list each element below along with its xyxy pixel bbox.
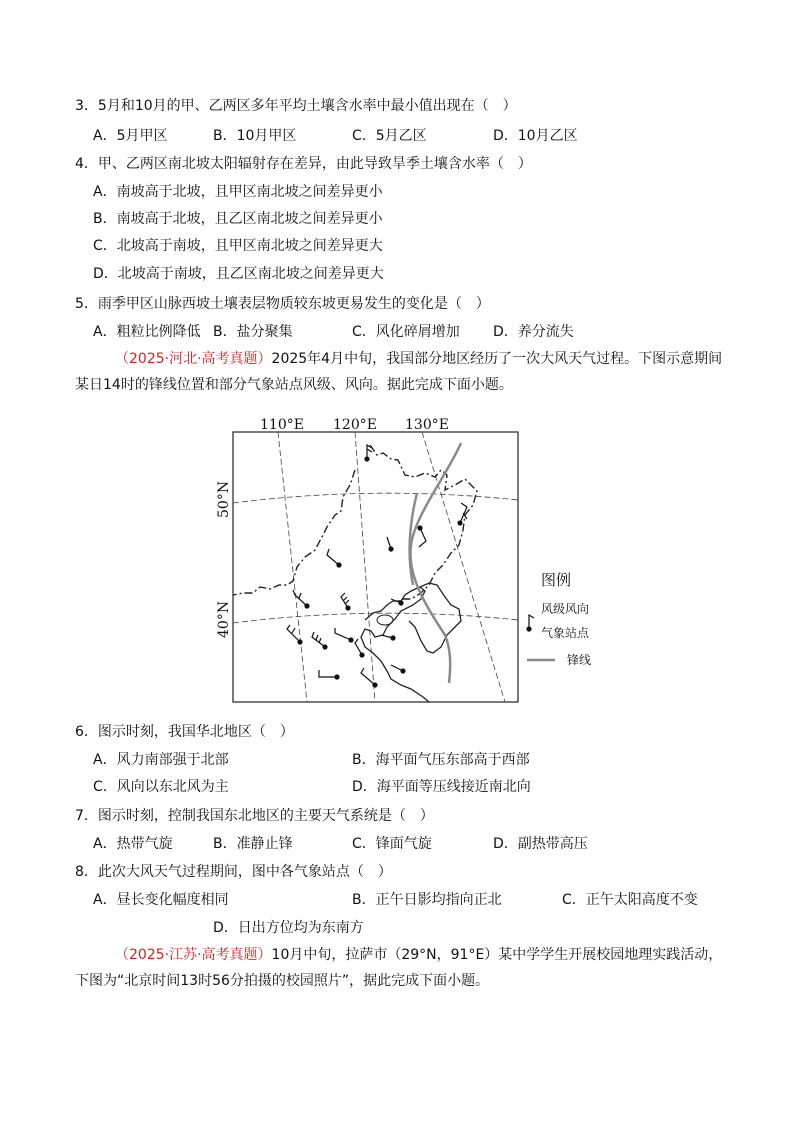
q8-option-c: C．正午太阳高度不变	[562, 892, 698, 908]
passage-2-text: 10月中旬，拉萨市（29°N，91°E）某中学学生开展校园地理实践活动，下图为“北京时间13时56分拍摄的校园照片”，据此完成下面小题。	[75, 947, 723, 989]
lat-label-40: 40°N	[216, 600, 232, 638]
q4-option-c: C．北坡高于南坡，且甲区南北坡之间差异更大	[93, 238, 383, 254]
lon-label-120: 120°E	[333, 417, 377, 433]
weather-station	[293, 590, 309, 608]
front-line-main	[410, 443, 461, 683]
weather-station	[319, 670, 339, 679]
legend-front-label: 锋线	[567, 653, 592, 667]
legend-title: 图例	[541, 571, 572, 589]
q7-option-a: A．热带气旋	[93, 836, 173, 852]
weather-station	[381, 635, 395, 640]
q3-option-b: B．10月甲区	[213, 128, 297, 144]
lat-label-50: 50°N	[216, 480, 232, 518]
passage-1-source: （2025·河北·高考真题）	[115, 351, 272, 367]
question-6-stem: 6．图示时刻，我国华北地区（ ）	[75, 724, 294, 740]
q4-option-b: B．南坡高于北坡，且乙区南北坡之间差异更小	[93, 211, 383, 227]
map-frame	[233, 432, 518, 702]
q4-option-a: A．南坡高于北坡，且甲区南北坡之间差异更小	[93, 184, 383, 200]
q7-option-d: D．副热带高压	[493, 836, 588, 852]
graticule	[233, 432, 518, 702]
q8-option-b: B．正午日影均指向正北	[352, 892, 502, 908]
q5-option-c: C．风化碎屑增加	[352, 324, 460, 340]
legend-wind-label: 风级风向	[541, 602, 590, 616]
question-7-stem: 7．图示时刻，控制我国东北地区的主要天气系统是（ ）	[75, 808, 434, 824]
weather-station	[418, 526, 426, 547]
q5-option-d: D．养分流失	[493, 324, 574, 340]
q6-option-c: C．风向以东北风为主	[93, 779, 229, 795]
q3-option-a: A．5月甲区	[93, 128, 168, 144]
weather-station	[391, 665, 405, 673]
q4-option-d: D．北坡高于南坡，且乙区南北坡之间差异更大	[93, 266, 384, 282]
weather-station	[335, 628, 353, 642]
weather-map	[215, 415, 605, 715]
q5-option-a: A．粗粒比例降低	[93, 324, 201, 340]
weather-station	[327, 549, 341, 567]
q8-option-a: A．昼长变化幅度相同	[93, 892, 229, 908]
question-5-stem: 5．雨季甲区山脉西坡土壤表层物质较东坡更易发生的变化是（ ）	[75, 296, 490, 312]
weather-station	[312, 632, 327, 649]
q6-option-b: B．海平面气压东部高于西部	[352, 752, 530, 768]
q3-option-c: C．5月乙区	[352, 128, 427, 144]
lon-label-130: 130°E	[405, 417, 449, 433]
question-4-stem: 4．甲、乙两区南北坡太阳辐射存在差异，由此导致旱季土壤含水率（ ）	[75, 156, 532, 172]
passage-1	[75, 346, 735, 398]
q3-option-d: D．10月乙区	[493, 128, 578, 144]
weather-station	[365, 445, 372, 461]
passage-1-text: 2025年4月中旬，我国部分地区经历了一次大风天气过程。下图示意期间某日14时的锋线位置和部分气象站点风级、风向。据此完成下面小题。	[75, 351, 723, 393]
lon-label-110: 110°E	[260, 417, 304, 433]
weather-station	[387, 537, 393, 551]
bay-outline	[377, 615, 393, 625]
q6-option-a: A．风力南部强于北部	[93, 752, 229, 768]
q8-option-d: D．日出方位均为东南方	[213, 920, 364, 936]
q6-option-d: D．海平面等压线接近南北向	[352, 779, 531, 795]
legend-station-label: 气象站点	[541, 626, 590, 640]
weather-station	[341, 593, 350, 610]
q7-option-b: B．准静止锋	[213, 836, 293, 852]
national-border	[233, 445, 477, 603]
weather-map-figure	[215, 415, 605, 715]
passage-2	[75, 942, 735, 994]
q5-option-b: B．盐分聚集	[213, 324, 293, 340]
q7-option-c: C．锋面气旋	[352, 836, 432, 852]
question-8-stem: 8．此次大风天气过程期间，图中各气象站点（ ）	[75, 864, 392, 880]
passage-2-source: （2025·江苏·高考真题）	[115, 947, 272, 963]
weather-station	[361, 668, 377, 687]
question-3-stem: 3．5月和10月的甲、乙两区多年平均土壤含水率中最小值出现在（ ）	[75, 98, 517, 114]
legend-wind-symbol	[527, 615, 534, 631]
